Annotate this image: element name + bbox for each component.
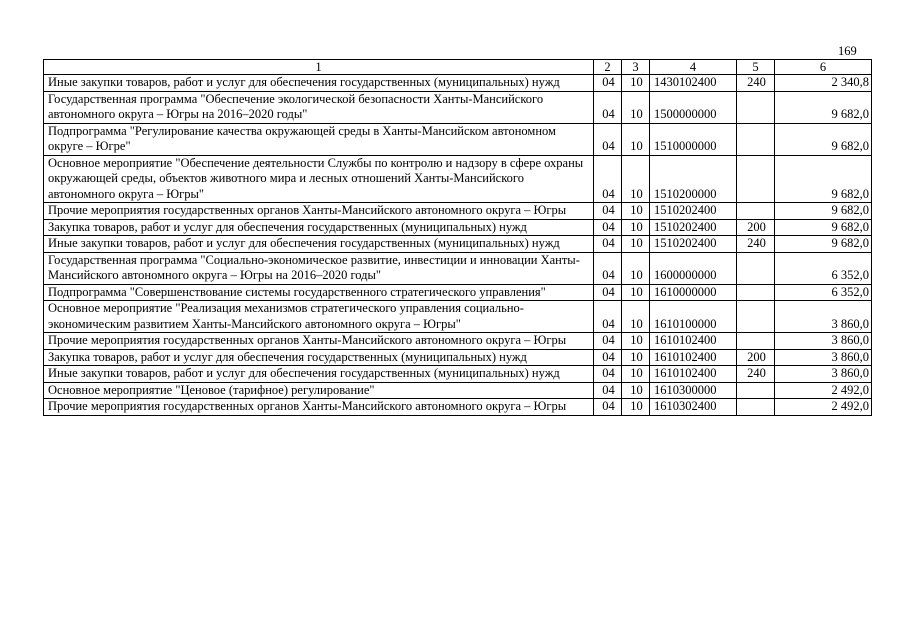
row-pr-cell: 10: [622, 236, 650, 253]
table-row: [44, 382, 872, 399]
row-name-cell: Подпрограмма "Совершенствование системы государственного стратегического управления": [44, 284, 594, 301]
row-vr-cell: [737, 333, 775, 350]
table-row: [44, 399, 872, 416]
header-cell-name: 1: [44, 60, 594, 75]
row-vr-cell: [737, 382, 775, 399]
header-cell-rz: 2: [594, 60, 622, 75]
table-row: [44, 155, 872, 203]
table-row: [44, 366, 872, 383]
row-vr-cell: [737, 399, 775, 416]
table-body: [44, 60, 872, 416]
table-row: [44, 75, 872, 92]
row-rz-cell: 04: [594, 399, 622, 416]
row-csr-cell: 1610100000: [650, 301, 737, 333]
table-row: [44, 123, 872, 155]
row-pr-cell: 10: [622, 399, 650, 416]
table-row: [44, 236, 872, 253]
budget-table: [43, 59, 872, 416]
row-csr-cell: 1610102400: [650, 349, 737, 366]
row-csr-cell: 1510000000: [650, 123, 737, 155]
row-rz-cell: 04: [594, 301, 622, 333]
row-name-cell: Иные закупки товаров, работ и услуг для обеспечения государственных (муниципальных) нужд: [44, 366, 594, 383]
row-amount-cell: 3 860,0: [775, 366, 872, 383]
header-row: [44, 60, 872, 75]
row-vr-cell: 200: [737, 349, 775, 366]
row-pr-cell: 10: [622, 123, 650, 155]
table-row: [44, 219, 872, 236]
row-vr-cell: [737, 155, 775, 203]
row-rz-cell: 04: [594, 382, 622, 399]
header-cell-vr: 5: [737, 60, 775, 75]
row-amount-cell: 9 682,0: [775, 236, 872, 253]
row-vr-cell: 200: [737, 219, 775, 236]
row-amount-cell: 2 340,8: [775, 75, 872, 92]
row-rz-cell: 04: [594, 333, 622, 350]
row-rz-cell: 04: [594, 236, 622, 253]
row-name-cell: Закупка товаров, работ и услуг для обеспечения государственных (муниципальных) нужд: [44, 349, 594, 366]
row-vr-cell: [737, 284, 775, 301]
row-name-cell: Прочие мероприятия государственных органов Ханты-Мансийского автономного округа – Югры: [44, 203, 594, 220]
row-amount-cell: 3 860,0: [775, 333, 872, 350]
row-vr-cell: [737, 252, 775, 284]
row-vr-cell: 240: [737, 75, 775, 92]
row-name-cell: Основное мероприятие "Ценовое (тарифное) регулирование": [44, 382, 594, 399]
row-csr-cell: 1610300000: [650, 382, 737, 399]
row-rz-cell: 04: [594, 75, 622, 92]
row-name-cell: Государственная программа "Обеспечение экологической безопасности Ханты-Мансийского автономного округа – Югры на 2016–2020 годы": [44, 91, 594, 123]
row-rz-cell: 04: [594, 219, 622, 236]
row-pr-cell: 10: [622, 366, 650, 383]
row-amount-cell: 6 352,0: [775, 284, 872, 301]
row-name-cell: Государственная программа "Социально-экономическое развитие, инвестиции и инновации Ханты-Мансийского автономного округа – Югры на 2016–2020 годы": [44, 252, 594, 284]
row-csr-cell: 1500000000: [650, 91, 737, 123]
row-csr-cell: 1610102400: [650, 366, 737, 383]
table-row: [44, 301, 872, 333]
row-csr-cell: 1610102400: [650, 333, 737, 350]
row-pr-cell: 10: [622, 382, 650, 399]
row-rz-cell: 04: [594, 366, 622, 383]
row-name-cell: Закупка товаров, работ и услуг для обеспечения государственных (муниципальных) нужд: [44, 219, 594, 236]
row-name-cell: Прочие мероприятия государственных органов Ханты-Мансийского автономного округа – Югры: [44, 333, 594, 350]
table-row: [44, 333, 872, 350]
table-row: [44, 349, 872, 366]
row-amount-cell: 9 682,0: [775, 123, 872, 155]
row-csr-cell: 1510202400: [650, 236, 737, 253]
row-amount-cell: 9 682,0: [775, 155, 872, 203]
row-name-cell: Подпрограмма "Регулирование качества окружающей среды в Ханты-Мансийском автономном округе – Югре": [44, 123, 594, 155]
row-csr-cell: 1610302400: [650, 399, 737, 416]
row-name-cell: Основное мероприятие "Обеспечение деятельности Службы по контролю и надзору в сфере охраны окружающей среды, объектов животного мира и лесных отношений Ханты-Мансийского автономного округа – Югры": [44, 155, 594, 203]
row-amount-cell: 6 352,0: [775, 252, 872, 284]
row-vr-cell: 240: [737, 236, 775, 253]
row-rz-cell: 04: [594, 252, 622, 284]
row-pr-cell: 10: [622, 301, 650, 333]
row-amount-cell: 9 682,0: [775, 91, 872, 123]
row-rz-cell: 04: [594, 91, 622, 123]
row-csr-cell: 1510200000: [650, 155, 737, 203]
row-pr-cell: 10: [622, 333, 650, 350]
table-row: [44, 203, 872, 220]
row-csr-cell: 1600000000: [650, 252, 737, 284]
row-rz-cell: 04: [594, 203, 622, 220]
row-vr-cell: 240: [737, 366, 775, 383]
row-pr-cell: 10: [622, 75, 650, 92]
row-rz-cell: 04: [594, 123, 622, 155]
row-amount-cell: 3 860,0: [775, 301, 872, 333]
row-vr-cell: [737, 203, 775, 220]
row-pr-cell: 10: [622, 155, 650, 203]
table-row: [44, 91, 872, 123]
row-vr-cell: [737, 91, 775, 123]
row-vr-cell: [737, 301, 775, 333]
row-pr-cell: 10: [622, 91, 650, 123]
row-rz-cell: 04: [594, 349, 622, 366]
row-amount-cell: 3 860,0: [775, 349, 872, 366]
header-cell-pr: 3: [622, 60, 650, 75]
row-csr-cell: 1430102400: [650, 75, 737, 92]
row-name-cell: Прочие мероприятия государственных органов Ханты-Мансийского автономного округа – Югры: [44, 399, 594, 416]
page-number: 169: [838, 44, 857, 58]
header-cell-csr: 4: [650, 60, 737, 75]
header-cell-amount: 6: [775, 60, 872, 75]
row-csr-cell: 1510202400: [650, 219, 737, 236]
row-amount-cell: 2 492,0: [775, 382, 872, 399]
row-name-cell: Иные закупки товаров, работ и услуг для обеспечения государственных (муниципальных) нужд: [44, 75, 594, 92]
row-amount-cell: 2 492,0: [775, 399, 872, 416]
row-csr-cell: 1610000000: [650, 284, 737, 301]
row-rz-cell: 04: [594, 155, 622, 203]
row-pr-cell: 10: [622, 284, 650, 301]
row-amount-cell: 9 682,0: [775, 219, 872, 236]
row-csr-cell: 1510202400: [650, 203, 737, 220]
row-pr-cell: 10: [622, 252, 650, 284]
row-name-cell: Иные закупки товаров, работ и услуг для обеспечения государственных (муниципальных) нужд: [44, 236, 594, 253]
row-name-cell: Основное мероприятие "Реализация механизмов стратегического управления социально-экономическим развитием Ханты-Мансийского автономного округа – Югры": [44, 301, 594, 333]
table-row: [44, 252, 872, 284]
row-pr-cell: 10: [622, 203, 650, 220]
row-pr-cell: 10: [622, 219, 650, 236]
row-amount-cell: 9 682,0: [775, 203, 872, 220]
row-vr-cell: [737, 123, 775, 155]
row-pr-cell: 10: [622, 349, 650, 366]
row-rz-cell: 04: [594, 284, 622, 301]
table-row: [44, 284, 872, 301]
